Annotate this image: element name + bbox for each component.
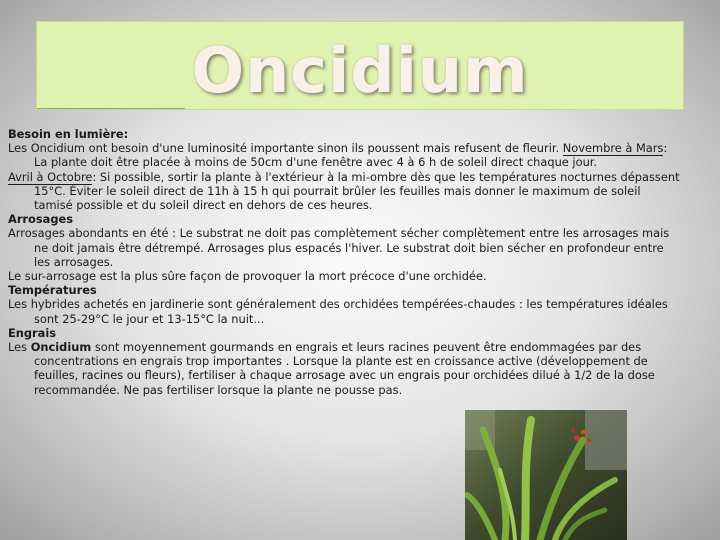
watering-heading: Arrosages: [8, 212, 74, 227]
fertilizer-lead: Les: [8, 340, 31, 355]
title-divider: [37, 108, 185, 109]
fertilizer-label: Engrais: [8, 325, 57, 340]
page-title: Oncidium: [191, 34, 529, 107]
watering-paragraph-2: Le sur-arrosage est la plus sûre façon de provoquer la mort précoce d'une orchidée.: [8, 269, 487, 284]
light-paragraph-2: [8, 170, 680, 213]
light-text-2: : Si possible, sortir la plante à l'extérieur à la mi-ombre dès que les températures nocturnes dépassent 15°C. Éviter le soleil direct de 11h à 15 h qui pourrait brûler les feuilles mais donner le maximum de soleil tamisé possible et du soleil direct en dehors de ces heures.: [34, 169, 680, 213]
plant-photo-illustration: [465, 410, 627, 540]
title-banner: [36, 21, 684, 110]
light-text-1: Les Oncidium ont besoin d'une luminosité importante sinon ils poussent mais refusent de fleurir.: [8, 141, 563, 156]
fertilizer-text: sont moyennement gourmands en engrais et leurs racines peuvent être endommagées par des concentrations en engrais trop importantes . Lorsque la plante est en croissance active (développement de feuilles, racines ou fleurs), fertiliser à chaque arrosage avec un engrais pour orchidées dilué à 1/2 de la dose recommandée. Ne pas fertiliser lorsque la plante ne pousse pas.: [34, 340, 655, 397]
light-text-1b: : La plante doit être placée à moins de 50cm d'une fenêtre avec 4 à 6 h de soleil direct chaque jour.: [34, 141, 668, 170]
bullet-dot: [8, 326, 34, 340]
bullet-fertilizer-heading: [8, 326, 680, 340]
temperature-heading: Températures: [8, 283, 97, 298]
watering-paragraph-1: Arrosages abondants en été : Le substrat ne doit pas complètement sécher complètement entre les arrosages mais ne doit jamais être détrempé. Arrosages plus espacés l'hiver. Le substrat doit bien sécher en profondeur entre les arrosages.: [8, 226, 670, 269]
light-heading: Besoin en lumière:: [8, 127, 129, 141]
bullet-fertilizer-text: [8, 340, 680, 397]
bullet-dot: [8, 340, 34, 354]
temperature-paragraph: Les hybrides achetés en jardinerie sont généralement des orchidées tempérées-chaudes : les températures idéales sont 25-29°C le jour et 13-15°C la nuit...: [8, 297, 668, 326]
months-summer: Avril à Octobre: [8, 169, 93, 184]
body-text: [8, 127, 680, 397]
fertilizer-genus: Oncidium: [30, 340, 92, 355]
months-winter: Novembre à Mars: [562, 141, 664, 156]
oncidium-plant-photo: [465, 410, 627, 540]
light-paragraph-1: [8, 141, 680, 169]
